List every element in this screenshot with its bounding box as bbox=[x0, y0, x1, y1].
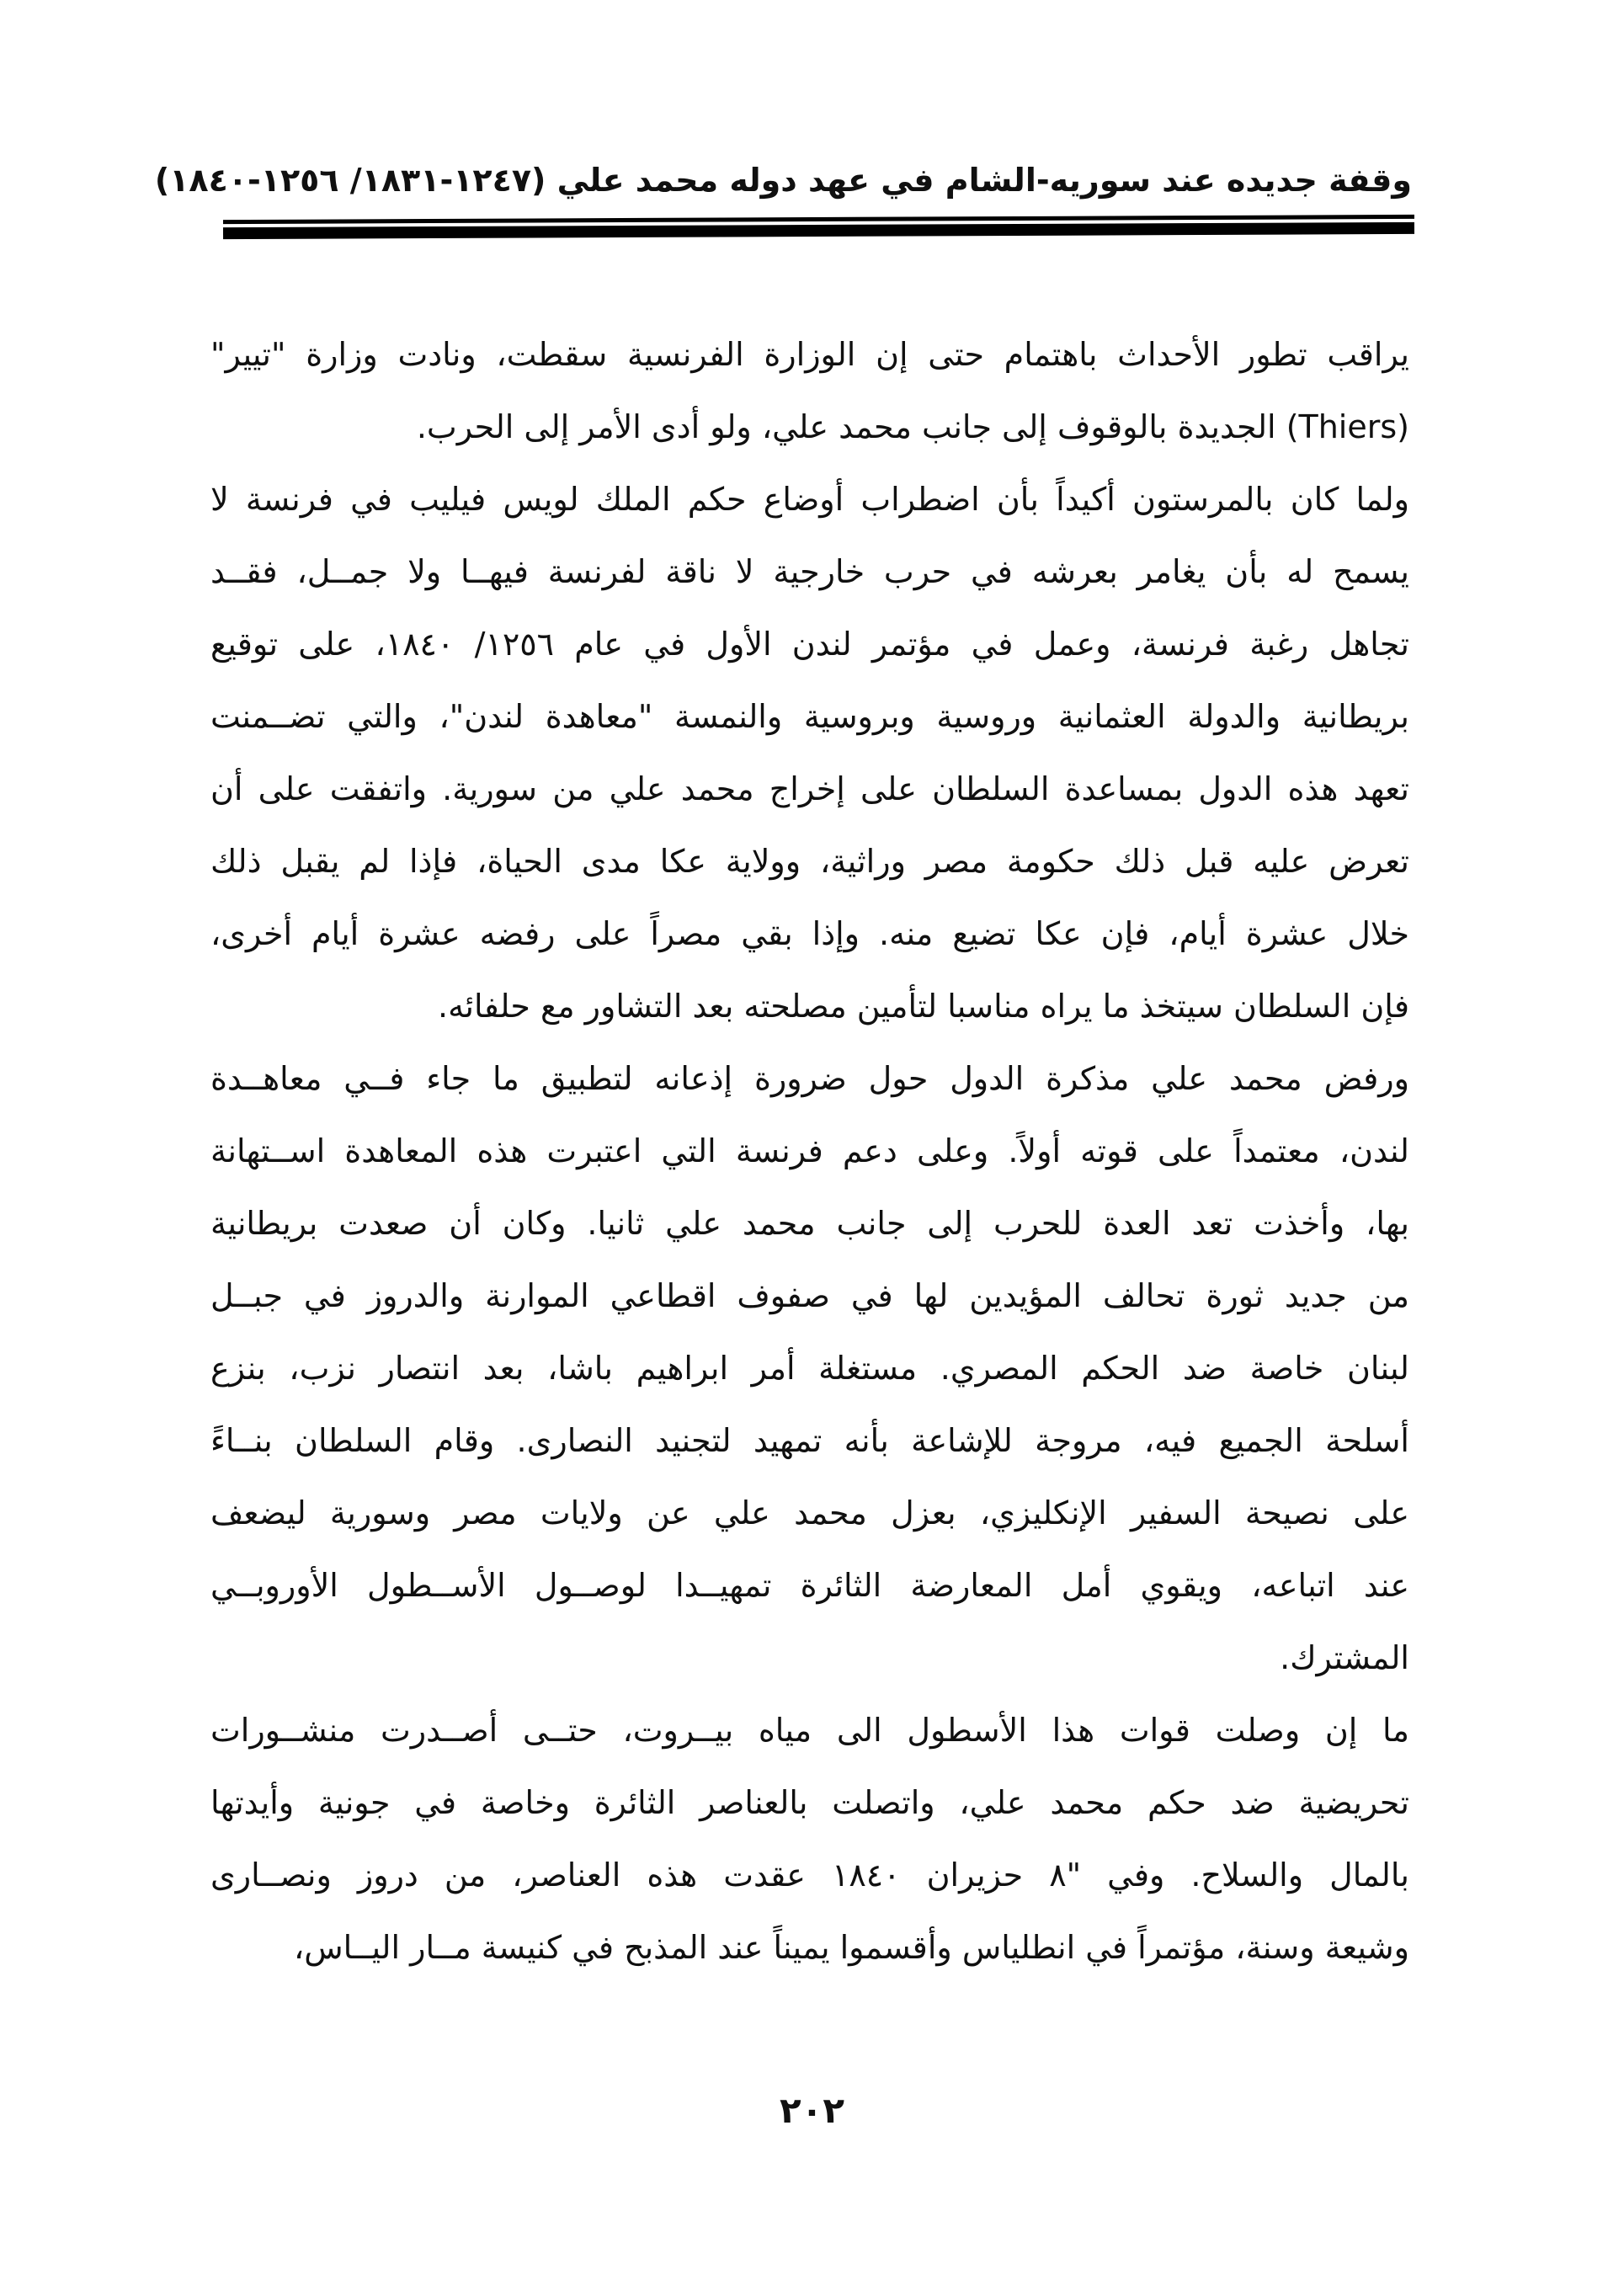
text-line: بالمال والسلاح. وفي "٨ حزيران ١٨٤٠ عقدت هذه العناصر، من دروز ونصــارى bbox=[210, 1857, 1410, 1894]
paragraph bbox=[210, 1042, 1409, 1694]
paragraph bbox=[210, 318, 1409, 463]
text-line: أسلحة الجميع فيه، مروجة للإشاعة بأنه تمهيد لتجنيد النصارى. وقام السلطان بنــاءً bbox=[210, 1422, 1409, 1459]
text-line: تعهد هذه الدول بمساعدة السلطان على إخراج محمد علي من سورية. واتفقت على أن bbox=[210, 770, 1409, 807]
text-line: تجاهل رغبة فرنسة، وعمل في مؤتمر لندن الأول في عام ١٢٥٦/ ١٨٤٠، على توقيع bbox=[210, 626, 1409, 663]
text-line: ورفض محمد علي مذكرة الدول حول ضرورة إذعانه لتطبيق ما جاء فــي معاهــدة bbox=[210, 1060, 1409, 1097]
text-line: يسمح له بأن يغامر بعرشه في حرب خارجية لا ناقة لفرنسة فيهــا ولا جمــل، فقــد bbox=[210, 553, 1409, 590]
text-line: (Thiers) الجديدة بالوقوف إلى جانب محمد علي، ولو أدى الأمر إلى الحرب. bbox=[416, 408, 1409, 445]
text-line: لبنان خاصة ضد الحكم المصري. مستغلة أمر ابراهيم باشا، بعد انتصار نزب، بنزع bbox=[210, 1350, 1409, 1387]
text-line: بريطانية والدولة العثمانية وروسية وبروسية والنمسة "معاهدة لندن"، والتي تضــمنت bbox=[210, 698, 1409, 735]
text-line: ولما كان بالمرستون أكيداً بأن اضطراب أوضاع حكم الملك لويس فيليب في فرنسة لا bbox=[210, 481, 1409, 518]
text-line: وشيعة وسنة، مؤتمراً في انطلياس وأقسموا يميناً عند المذبح في كنيسة مــار اليــاس، bbox=[293, 1929, 1409, 1966]
text-line: المشترك. bbox=[1280, 1639, 1409, 1676]
paragraph bbox=[210, 463, 1409, 1042]
body-text bbox=[210, 318, 1409, 1984]
paragraph bbox=[210, 1694, 1409, 1984]
text-line: بها، وأخذت تعد العدة للحرب إلى جانب محمد علي ثانيا. وكان أن صعدت بريطانية bbox=[210, 1205, 1409, 1242]
text-line: من جديد ثورة تحالف المؤيدين لها في صفوف اقطاعي الموارنة والدروز في جبــل bbox=[210, 1277, 1409, 1314]
header-rule-thick-line bbox=[223, 222, 1414, 239]
running-header: وقفة جديده عند سوريه-الشام في عهد دوله محمد علي (١٢٤٧-١٨٣١/ ١٢٥٦-١٨٤٠) bbox=[154, 162, 1412, 199]
text-line: عند اتباعه، ويقوي أمل المعارضة الثائرة تمهيــدا لوصــول الأســطول الأوروبــي bbox=[210, 1567, 1409, 1604]
text-line: ما إن وصلت قوات هذا الأسطول الى مياه بيــروت، حتــى أصــدرت منشــورات bbox=[210, 1712, 1409, 1749]
text-line: تحريضية ضد حكم محمد علي، واتصلت بالعناصر الثائرة وخاصة في جونية وأيدتها bbox=[210, 1784, 1409, 1821]
text-line: فإن السلطان سيتخذ ما يراه مناسبا لتأمين مصلحته بعد التشاور مع حلفائه. bbox=[437, 988, 1409, 1025]
page-number: ٢٠٢ bbox=[780, 2090, 844, 2131]
text-line: تعرض عليه قبل ذلك حكومة مصر وراثية، وولاية عكا مدى الحياة، فإذا لم يقبل ذلك bbox=[210, 843, 1409, 880]
text-line: خلال عشرة أيام، فإن عكا تضيع منه. وإذا بقي مصراً على رفضه عشرة أيام أخرى، bbox=[210, 915, 1409, 952]
text-line: يراقب تطور الأحداث باهتمام حتى إن الوزارة الفرنسية سقطت، ونادت وزارة "تيير" bbox=[210, 336, 1409, 373]
text-line: لندن، معتمداً على قوته أولاً. وعلى دعم فرنسة التي اعتبرت هذه المعاهدة اســتهانة bbox=[210, 1132, 1409, 1169]
header-rule bbox=[223, 217, 1414, 237]
text-line: على نصيحة السفير الإنكليزي، بعزل محمد علي عن ولايات مصر وسورية ليضعف bbox=[210, 1494, 1409, 1532]
